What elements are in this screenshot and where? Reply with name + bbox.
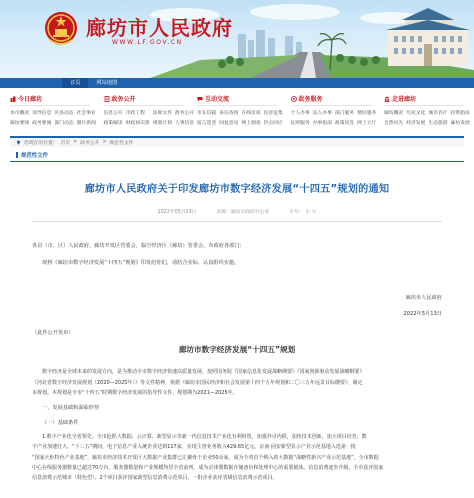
site-url: WWW.LF.GOV.CN (112, 39, 183, 46)
channel-link[interactable]: 财政预决算 (125, 121, 150, 126)
paragraph-line: “国家火炬特色产业基地”，廊坊市经济技术开发区大数据产业集群已汇聚骨干企业50余家，成为全省首个纳入的大数据“战略性新兴产业示范基地”，全市数据 (32, 454, 379, 461)
channel-links (10, 109, 96, 126)
chat-icon (197, 96, 203, 102)
category-label: 规范性文件 (21, 153, 48, 159)
channel-link[interactable]: 投资指南 (450, 111, 470, 116)
channel-link[interactable]: 民意征集 (263, 111, 283, 116)
breadcrumb-item-normative-docs[interactable]: 规范性文件 (109, 141, 134, 146)
paragraph-line: 《河北省数字经济发展规划（2020—2025年）》等文件精神，依据《廊坊市国民经济和社会发展第十四个五年规划和二〇三五年远景目标纲要》，制定 (32, 379, 363, 386)
paragraph-line: 中心在线服务器数量已超过70万台，服务器数量和产业规模均居全省前列，成为京津冀数据存储备份和处理中心的重要载体。信息消费逐步升级，全市获评国家 (32, 465, 384, 471)
channel-link[interactable]: 领导信息 (32, 111, 52, 116)
channel-title[interactable] (197, 94, 277, 106)
channel-link[interactable]: 政务公开 (174, 111, 195, 116)
channel-link[interactable]: 网上大厅 (357, 121, 377, 126)
channel-link[interactable]: 历史文化 (406, 111, 426, 116)
channel-link[interactable]: 留言选登 (197, 121, 217, 126)
article-recipient: 各县（市、区）人民政府，廊坊开发区管委会，临空经济区（廊坊）管委会，市政府各部门： (32, 243, 245, 249)
channel-link[interactable]: 城市名片 (428, 111, 448, 116)
article-title: 廊坊市人民政府关于印发廊坊市数字经济发展“十四五”规划的通知 (84, 184, 390, 195)
channel-link[interactable]: 来信查询 (219, 111, 239, 116)
channel-title-label: 政务服务 (298, 96, 323, 103)
channel-link[interactable]: 便民服务 (357, 111, 377, 116)
channel-gov-service (290, 94, 377, 130)
channel-title[interactable] (104, 94, 184, 106)
paragraph-line: 字产业加速壮大。“十三五”期间，电子信息产业入统企业达到117家，实现主营业务收入429.65亿元，京南·固安新型显示产业示范基地入选第一批 (32, 444, 356, 451)
channel-link[interactable]: 法人办事 (312, 111, 332, 116)
article-body (32, 432, 442, 484)
breadcrumb-separator: > (102, 140, 107, 145)
channel-link[interactable]: 热点回应 (263, 121, 283, 126)
article-sign-date: 2022年5月13日 (403, 311, 442, 317)
divider (32, 221, 442, 222)
article-subtitle: 廊坊市数字经济发展“十四五”规划 (178, 345, 296, 354)
font-size-label: 字号： (289, 210, 304, 215)
breadcrumb (16, 139, 133, 146)
channel-link[interactable]: 市政工程 (125, 111, 145, 116)
article-meta (32, 208, 442, 215)
channel-title-label: 互动交流 (205, 96, 230, 103)
channel-link[interactable]: 规划计划 (152, 121, 172, 126)
font-size-large-button[interactable]: 大 (311, 210, 317, 215)
site-banner (0, 0, 474, 78)
font-size-small-button[interactable]: 小 (305, 210, 310, 215)
channel-link[interactable]: 人事信息 (174, 121, 195, 126)
channel-about-langfang (384, 94, 470, 130)
breadcrumb-separator: > (73, 140, 78, 145)
channel-link[interactable]: 信息公开 (103, 111, 123, 116)
channel-link[interactable]: 在线访谈 (241, 111, 261, 116)
channel-gov-affairs (103, 94, 195, 130)
article-source: 来源：廊坊市政府办公室 (216, 210, 270, 215)
paragraph-line: 数字经济是全球未来的发展方向，是为推动全市数字经济快速高质量发展，按照国务院《国家信息化发展战略纲要》《国家创新驱动发展战略纲要》 (42, 369, 365, 375)
national-emblem-icon (44, 10, 78, 48)
category-tab[interactable] (10, 151, 54, 161)
channel-link[interactable]: 办事指南 (312, 121, 332, 126)
channel-link[interactable]: 政策解读 (103, 121, 123, 126)
subsection-heading: （一）基础条件 (42, 419, 79, 426)
channel-link[interactable]: 廊坊发展 (450, 121, 470, 126)
paragraph-line: 1.数字产业化全省领先。全市抢抓大数据、云计算、新型显示等新一代信息技术产业化有利时机，加强外引内联，加快技术创新，加大项目培育，数 (42, 433, 367, 440)
service-icon (291, 96, 297, 102)
channel-link[interactable]: 部门服务 (334, 111, 355, 116)
article-signature: 廊坊市人民政府 (405, 295, 442, 301)
article-notice: 现将《廊坊市数字经济发展“十四五”规划》印发给你们，请结合实际，认真组织实施。 (42, 260, 240, 266)
breadcrumb-item-home[interactable]: 首页 (60, 141, 71, 146)
article-public-note: （此件公开发布） (32, 330, 74, 336)
paragraph-line: 本规划。本规划是全市“十四五”时期数字经济发展的指导性文件，规划期为2021—2025年。 (32, 390, 238, 397)
channel-link[interactable]: 经济发展 (406, 121, 426, 126)
location-icon (16, 140, 21, 145)
channel-today-langfang (10, 94, 96, 130)
article-intro (32, 367, 442, 399)
article (10, 180, 464, 484)
channel-link[interactable]: 网上调查 (241, 121, 261, 126)
channel-strip (0, 88, 474, 134)
channel-link[interactable]: 廊坊要闻 (10, 121, 30, 126)
channel-link[interactable]: 本市概况 (10, 111, 30, 116)
channel-links (103, 109, 195, 126)
document-icon (104, 96, 110, 102)
font-size-control (289, 208, 316, 215)
channel-link[interactable]: 市长信箱 (197, 111, 217, 116)
section-heading: 一、发展基础和面临形势 (42, 404, 100, 411)
channel-link[interactable]: 部门动态 (54, 121, 74, 126)
channel-link[interactable]: 图片新闻 (76, 121, 96, 126)
channel-link[interactable]: 区县动态 (54, 111, 74, 116)
channel-link[interactable]: 生态旅游 (428, 121, 448, 126)
nav-home[interactable]: 首页 (62, 78, 88, 88)
breadcrumb-item-gov-affairs[interactable]: 政务公开 (80, 141, 100, 146)
site-title[interactable]: 廊坊市人民政府 (86, 16, 233, 40)
city-icon (10, 96, 16, 102)
channel-title-label: 今日廊坊 (18, 96, 43, 103)
top-nav (0, 78, 474, 88)
channel-link[interactable]: 廊坊概况 (384, 111, 404, 116)
category-marker (16, 152, 18, 158)
channel-title-label: 政务公开 (111, 96, 136, 103)
channel-link[interactable]: 政策问答 (334, 121, 355, 126)
paragraph-line: 信息消费示范城市（特色型），2个项目获评国家新型信息消费示范项目，一批企业获评省级信息消费示范项目。 (32, 475, 278, 482)
channel-link[interactable]: 社会事业 (76, 111, 96, 116)
channel-links (384, 109, 470, 126)
channel-interaction (197, 94, 283, 130)
channel-links (197, 109, 283, 126)
channel-link[interactable]: 政务要闻 (32, 121, 52, 126)
nav-sitemap[interactable]: 网站地图 (96, 80, 118, 86)
channel-link[interactable]: 个人办事 (290, 111, 310, 116)
channel-title[interactable] (10, 94, 90, 106)
channel-link[interactable]: 自然风光 (384, 121, 404, 126)
channel-title[interactable] (291, 94, 371, 106)
channel-link[interactable]: 法规文件 (152, 111, 172, 116)
breadcrumb-label: 您现在的位置： (24, 141, 58, 146)
landmark-icon (384, 96, 390, 102)
channel-links (290, 109, 377, 126)
channel-title[interactable] (384, 94, 464, 106)
article-date: 2022年05月23日 (157, 210, 197, 215)
breadcrumb-bar (10, 136, 464, 147)
category-header (10, 150, 464, 162)
channel-title-label: 走进廊坊 (392, 96, 417, 103)
channel-link[interactable]: 回复意见 (219, 121, 239, 126)
channel-link[interactable]: 证照服务 (290, 121, 310, 126)
